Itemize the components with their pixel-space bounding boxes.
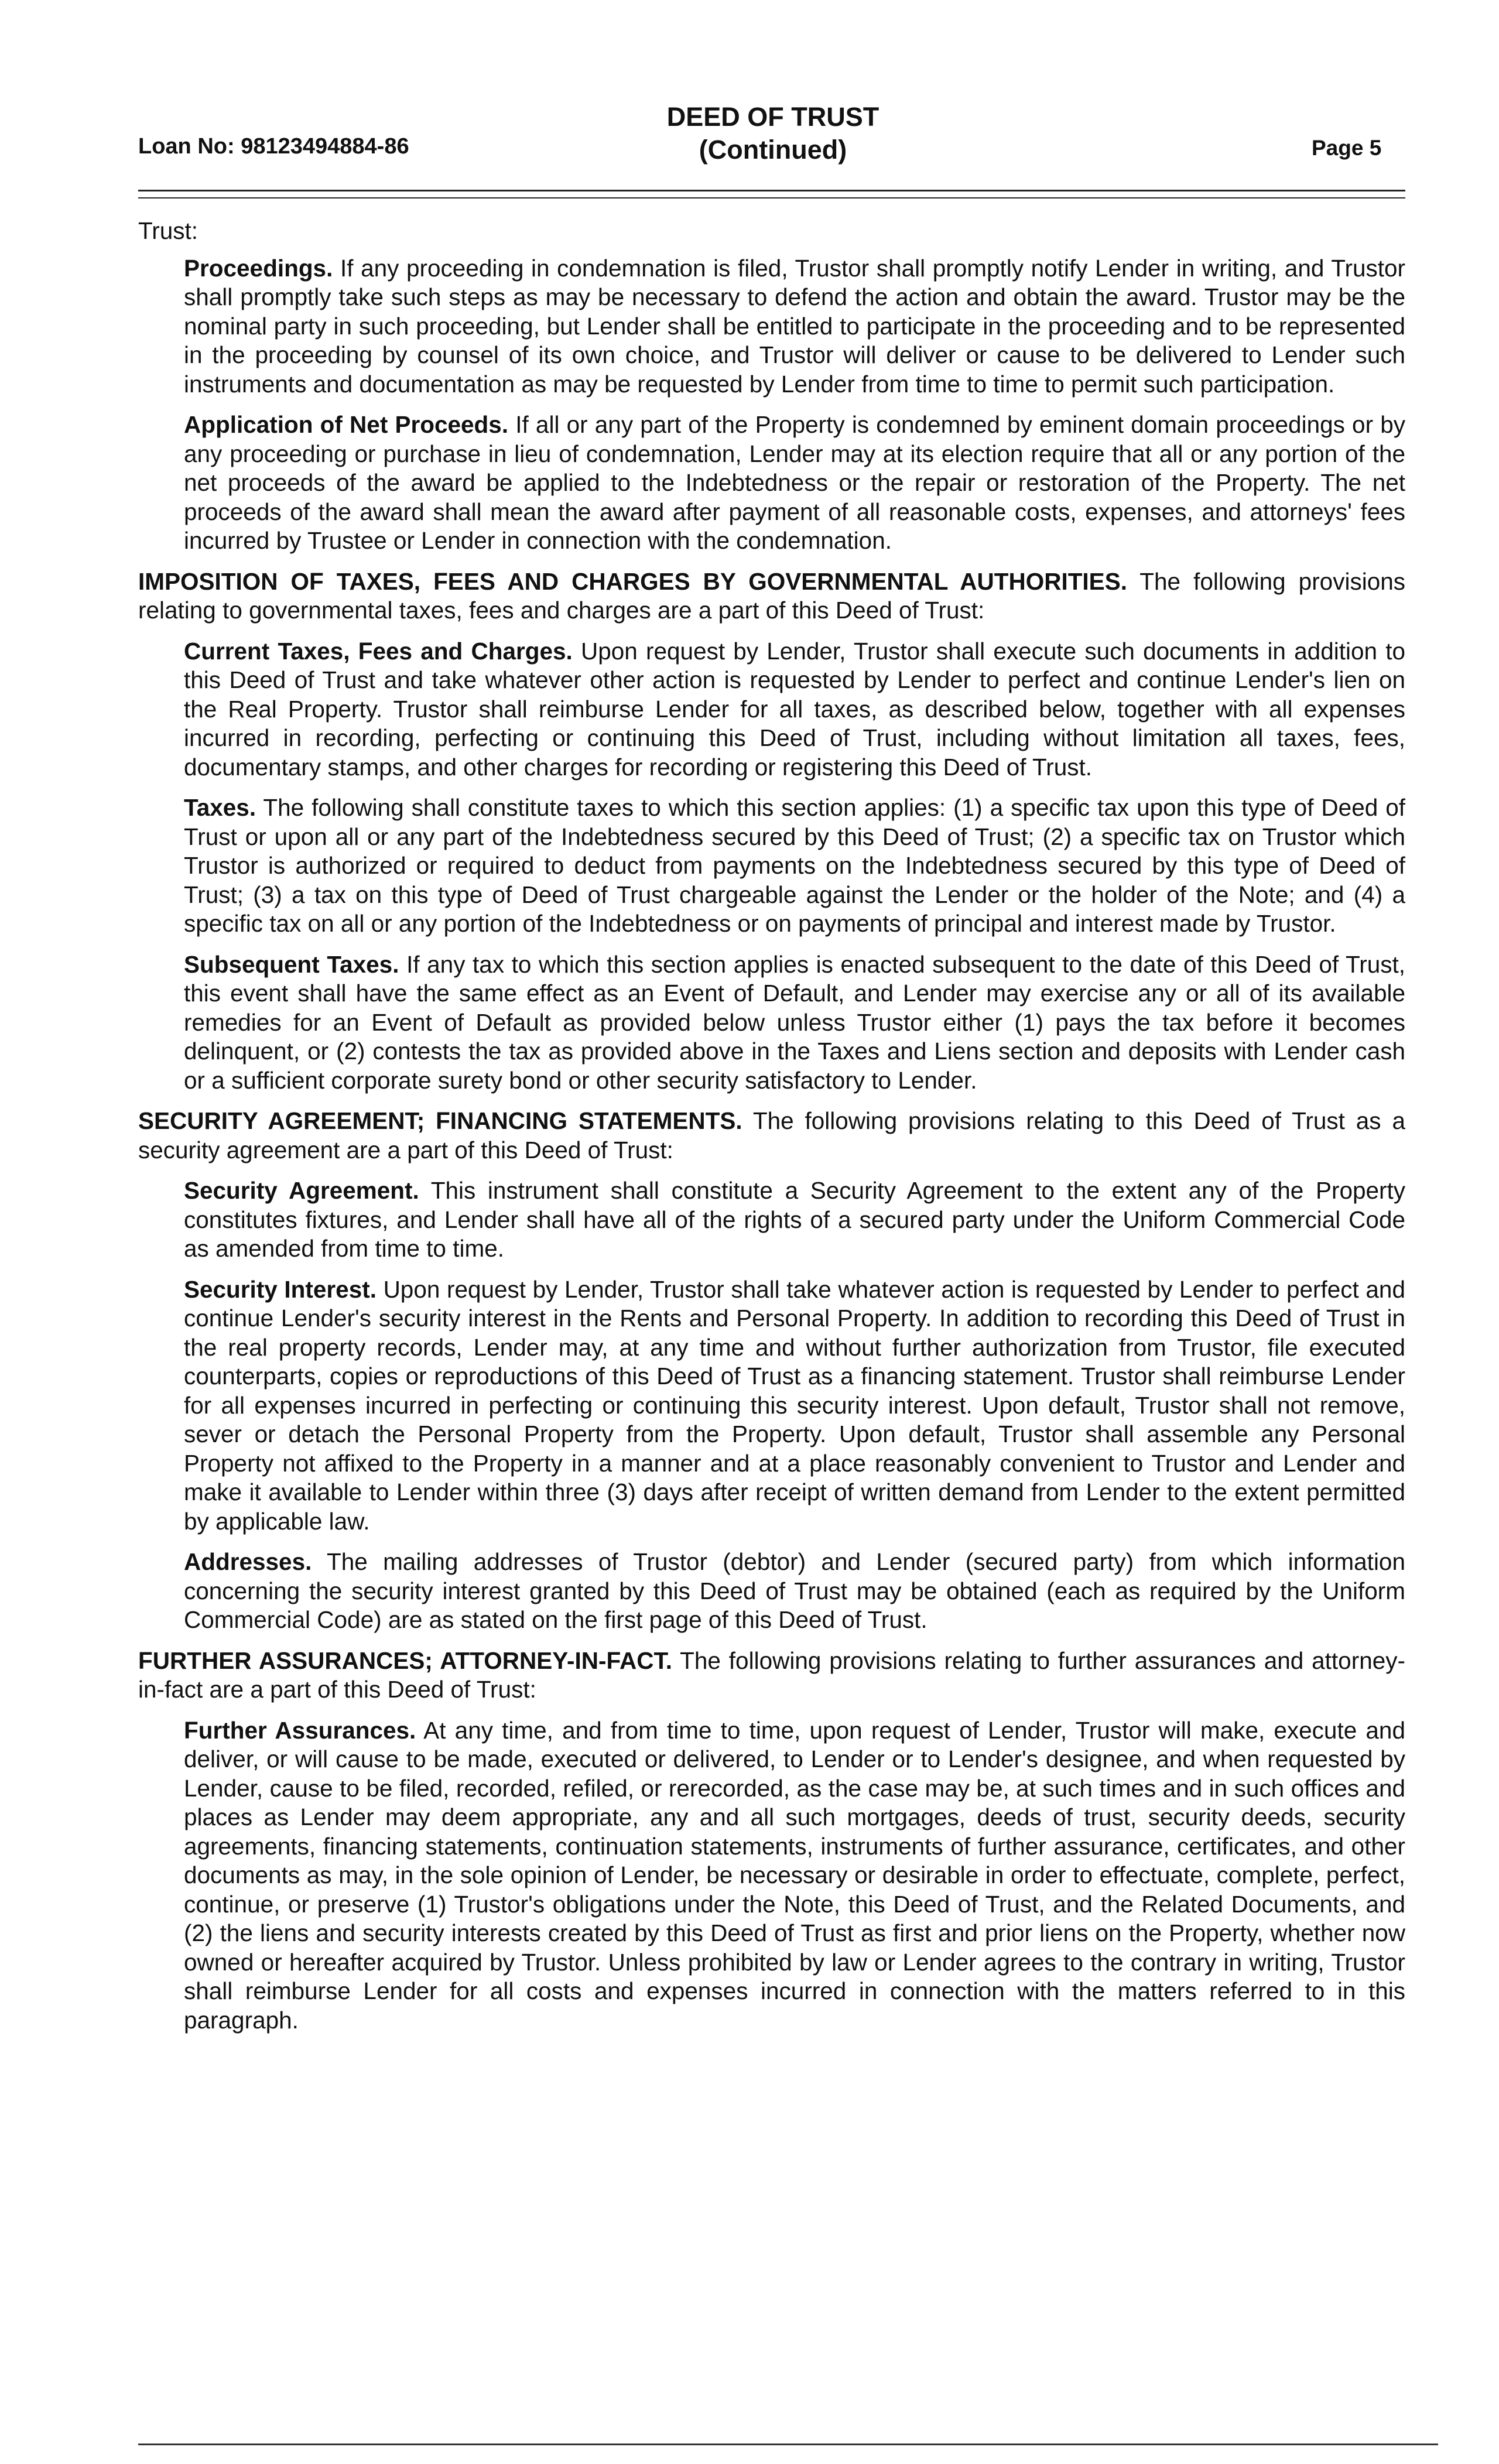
- paragraph-heading: Further Assurances.: [184, 1716, 416, 1744]
- paragraph-text: If all or any part of the Property is condemned by eminent domain proceedings or by any proceeding or purchase in lieu of condemnation, Lender may at its election require that all or any portion of the net proceeds of the award be applied to the Indebtedness or the repair or restoration of the Property. The net proceeds of the award shall mean the award after payment of all reasonable costs, expenses, and attorneys' fees incurred by Trustee or Lender in connection with the condemnation.: [184, 411, 1405, 554]
- section-paragraph: [138, 567, 1405, 625]
- paragraph-heading: Addresses.: [184, 1548, 312, 1575]
- paragraph-heading: FURTHER ASSURANCES; ATTORNEY-IN-FACT.: [138, 1647, 672, 1674]
- paragraph-heading: Application of Net Proceeds.: [184, 411, 509, 438]
- subsection-paragraph: [184, 1716, 1405, 2035]
- paragraph-list: [138, 254, 1405, 2035]
- paragraph-text: The following provisions relating to this Deed of Trust as a security agreement are a part of this Deed of Trust:: [138, 1107, 1405, 1163]
- paragraph-heading: Proceedings.: [184, 254, 333, 282]
- section-paragraph: [138, 1107, 1405, 1165]
- title-line-2: (Continued): [699, 135, 847, 165]
- header-rule-top: [138, 190, 1405, 191]
- paragraph-text: Upon request by Lender, Trustor shall execute such documents in addition to this Deed of Trust and take whatever other action is requested by Lender to perfect and continue Lender's lien on the Real Property. Trustor shall reimburse Lender for all taxes, as described below, together with all expenses incurred in recording, perfecting or continuing this Deed of Trust, including without limitation all taxes, fees, documentary stamps, and other charges for recording or registering this Deed of Trust.: [184, 637, 1405, 781]
- section-paragraph: [138, 1647, 1405, 1705]
- paragraph-heading: IMPOSITION OF TAXES, FEES AND CHARGES BY GOVERNMENTAL AUTHORITIES.: [138, 567, 1127, 595]
- subsection-paragraph: [184, 1176, 1405, 1264]
- paragraph-heading: Current Taxes, Fees and Charges.: [184, 637, 573, 665]
- paragraph-heading: Taxes.: [184, 794, 256, 821]
- paragraph-text: The following provisions relating to governmental taxes, fees and charges are a part of this Deed of Trust:: [138, 567, 1405, 624]
- loan-number: Loan No: 98123494884-86: [138, 134, 409, 159]
- subsection-paragraph: [184, 950, 1405, 1096]
- paragraph-text: The following shall constitute taxes to which this section applies: (1) a specific tax upon this type of Deed of Trust or upon all or any part of the Indebtedness secured by this Deed of Trust; (2) a specific tax on Trustor which Trustor is authorized or required to deduct from payments on the Indebtedness secured by this type of Deed of Trust; (3) a tax on this type of Deed of Trust chargeable against the Lender or the holder of the Note; and (4) a specific tax on all or any portion of the Indebtedness or on payments of principal and interest made by Trustor.: [184, 794, 1406, 937]
- title-line-1: DEED OF TRUST: [666, 102, 879, 132]
- subsection-paragraph: [184, 1275, 1405, 1536]
- paragraph-text: This instrument shall constitute a Security Agreement to the extent any of the Property constitutes fixtures, and Lender shall have all of the rights of a secured party under the Uniform Commercial Code as amended from time to time.: [184, 1177, 1406, 1262]
- subsection-paragraph: [184, 637, 1405, 782]
- footer-rule: [138, 2444, 1438, 2445]
- paragraph-heading: Security Interest.: [184, 1275, 377, 1303]
- subsection-paragraph: [184, 410, 1405, 556]
- paragraph-text: If any proceeding in condemnation is filed, Trustor shall promptly notify Lender in writing, and Trustor shall promptly take such steps as may be necessary to defend the action and obtain the award. Trustor may be the nominal party in such proceeding, but Lender shall be entitled to participate in the proceeding and to be represented in the proceeding by counsel of its own choice, and Trustor will deliver or cause to be delivered to Lender such instruments and documentation as may be requested by Lender from time to time to permit such participation.: [184, 254, 1406, 398]
- subsection-paragraph: [184, 1548, 1405, 1635]
- page-number: Page 5: [1312, 136, 1382, 160]
- paragraph-heading: Security Agreement.: [184, 1177, 419, 1204]
- paragraph-heading: Subsequent Taxes.: [184, 950, 399, 978]
- paragraph-heading: SECURITY AGREEMENT; FINANCING STATEMENTS.: [138, 1107, 742, 1134]
- document-body: [138, 217, 1405, 2047]
- document-title: [586, 101, 960, 166]
- paragraph-text: At any time, and from time to time, upon request of Lender, Trustor will make, execute and deliver, or will cause to be made, executed or delivered, to Lender or to Lender's designee, and when requested by Lender, cause to be filed, recorded, refiled, or rerecorded, as the case may be, at such times and in such offices and places as Lender may deem appropriate, any and all such mortgages, deeds of trust, security deeds, security agreements, financing statements, continuation statements, instruments of further assurance, certificates, and other documents as may, in the sole opinion of Lender, be necessary or desirable in order to effectuate, complete, perfect, continue, or preserve (1) Trustor's obligations under the Note, this Deed of Trust, and the Related Documents, and (2) the liens and security interests created by this Deed of Trust as first and prior liens on the Property, whether now owned or hereafter acquired by Trustor. Unless prohibited by law or Lender agrees to the contrary in writing, Trustor shall reimburse Lender for all costs and expenses incurred in connection with the matters referred to in this paragraph.: [184, 1716, 1405, 2034]
- trust-label: Trust:: [138, 217, 199, 244]
- paragraph-text: The mailing addresses of Trustor (debtor) and Lender (secured party) from which information concerning the security interest granted by this Deed of Trust may be obtained (each as required by the Uniform Commercial Code) are as stated on the first page of this Deed of Trust.: [184, 1548, 1405, 1633]
- subsection-paragraph: [184, 254, 1405, 399]
- paragraph-text: If any tax to which this section applies is enacted subsequent to the date of this Deed of Trust, this event shall have the same effect as an Event of Default, and Lender may exercise any or all of its available remedies for an Event of Default as provided below unless Trustor either (1) pays the tax before it becomes delinquent, or (2) contests the tax as provided above in the Taxes and Liens section and deposits with Lender cash or a sufficient corporate surety bond or other security satisfactory to Lender.: [184, 950, 1405, 1094]
- header-rule-bottom: [138, 197, 1405, 199]
- paragraph-text: Upon request by Lender, Trustor shall take whatever action is requested by Lender to perfect and continue Lender's security interest in the Rents and Personal Property. In addition to recording this Deed of Trust in the real property records, Lender may, at any time and without further authorization from Trustor, file executed counterparts, copies or reproductions of this Deed of Trust as a financing statement. Trustor shall reimburse Lender for all expenses incurred in perfecting or continuing this security interest. Upon default, Trustor shall not remove, sever or detach the Personal Property from the Property. Upon default, Trustor shall assemble any Personal Property not affixed to the Property in a manner and at a place reasonably convenient to Trustor and Lender and make it available to Lender within three (3) days after receipt of written demand from Lender to the extent permitted by applicable law.: [184, 1275, 1405, 1535]
- subsection-paragraph: [184, 793, 1405, 939]
- paragraph-text: The following provisions relating to further assurances and attorney-in-fact are a part of this Deed of Trust:: [138, 1647, 1405, 1703]
